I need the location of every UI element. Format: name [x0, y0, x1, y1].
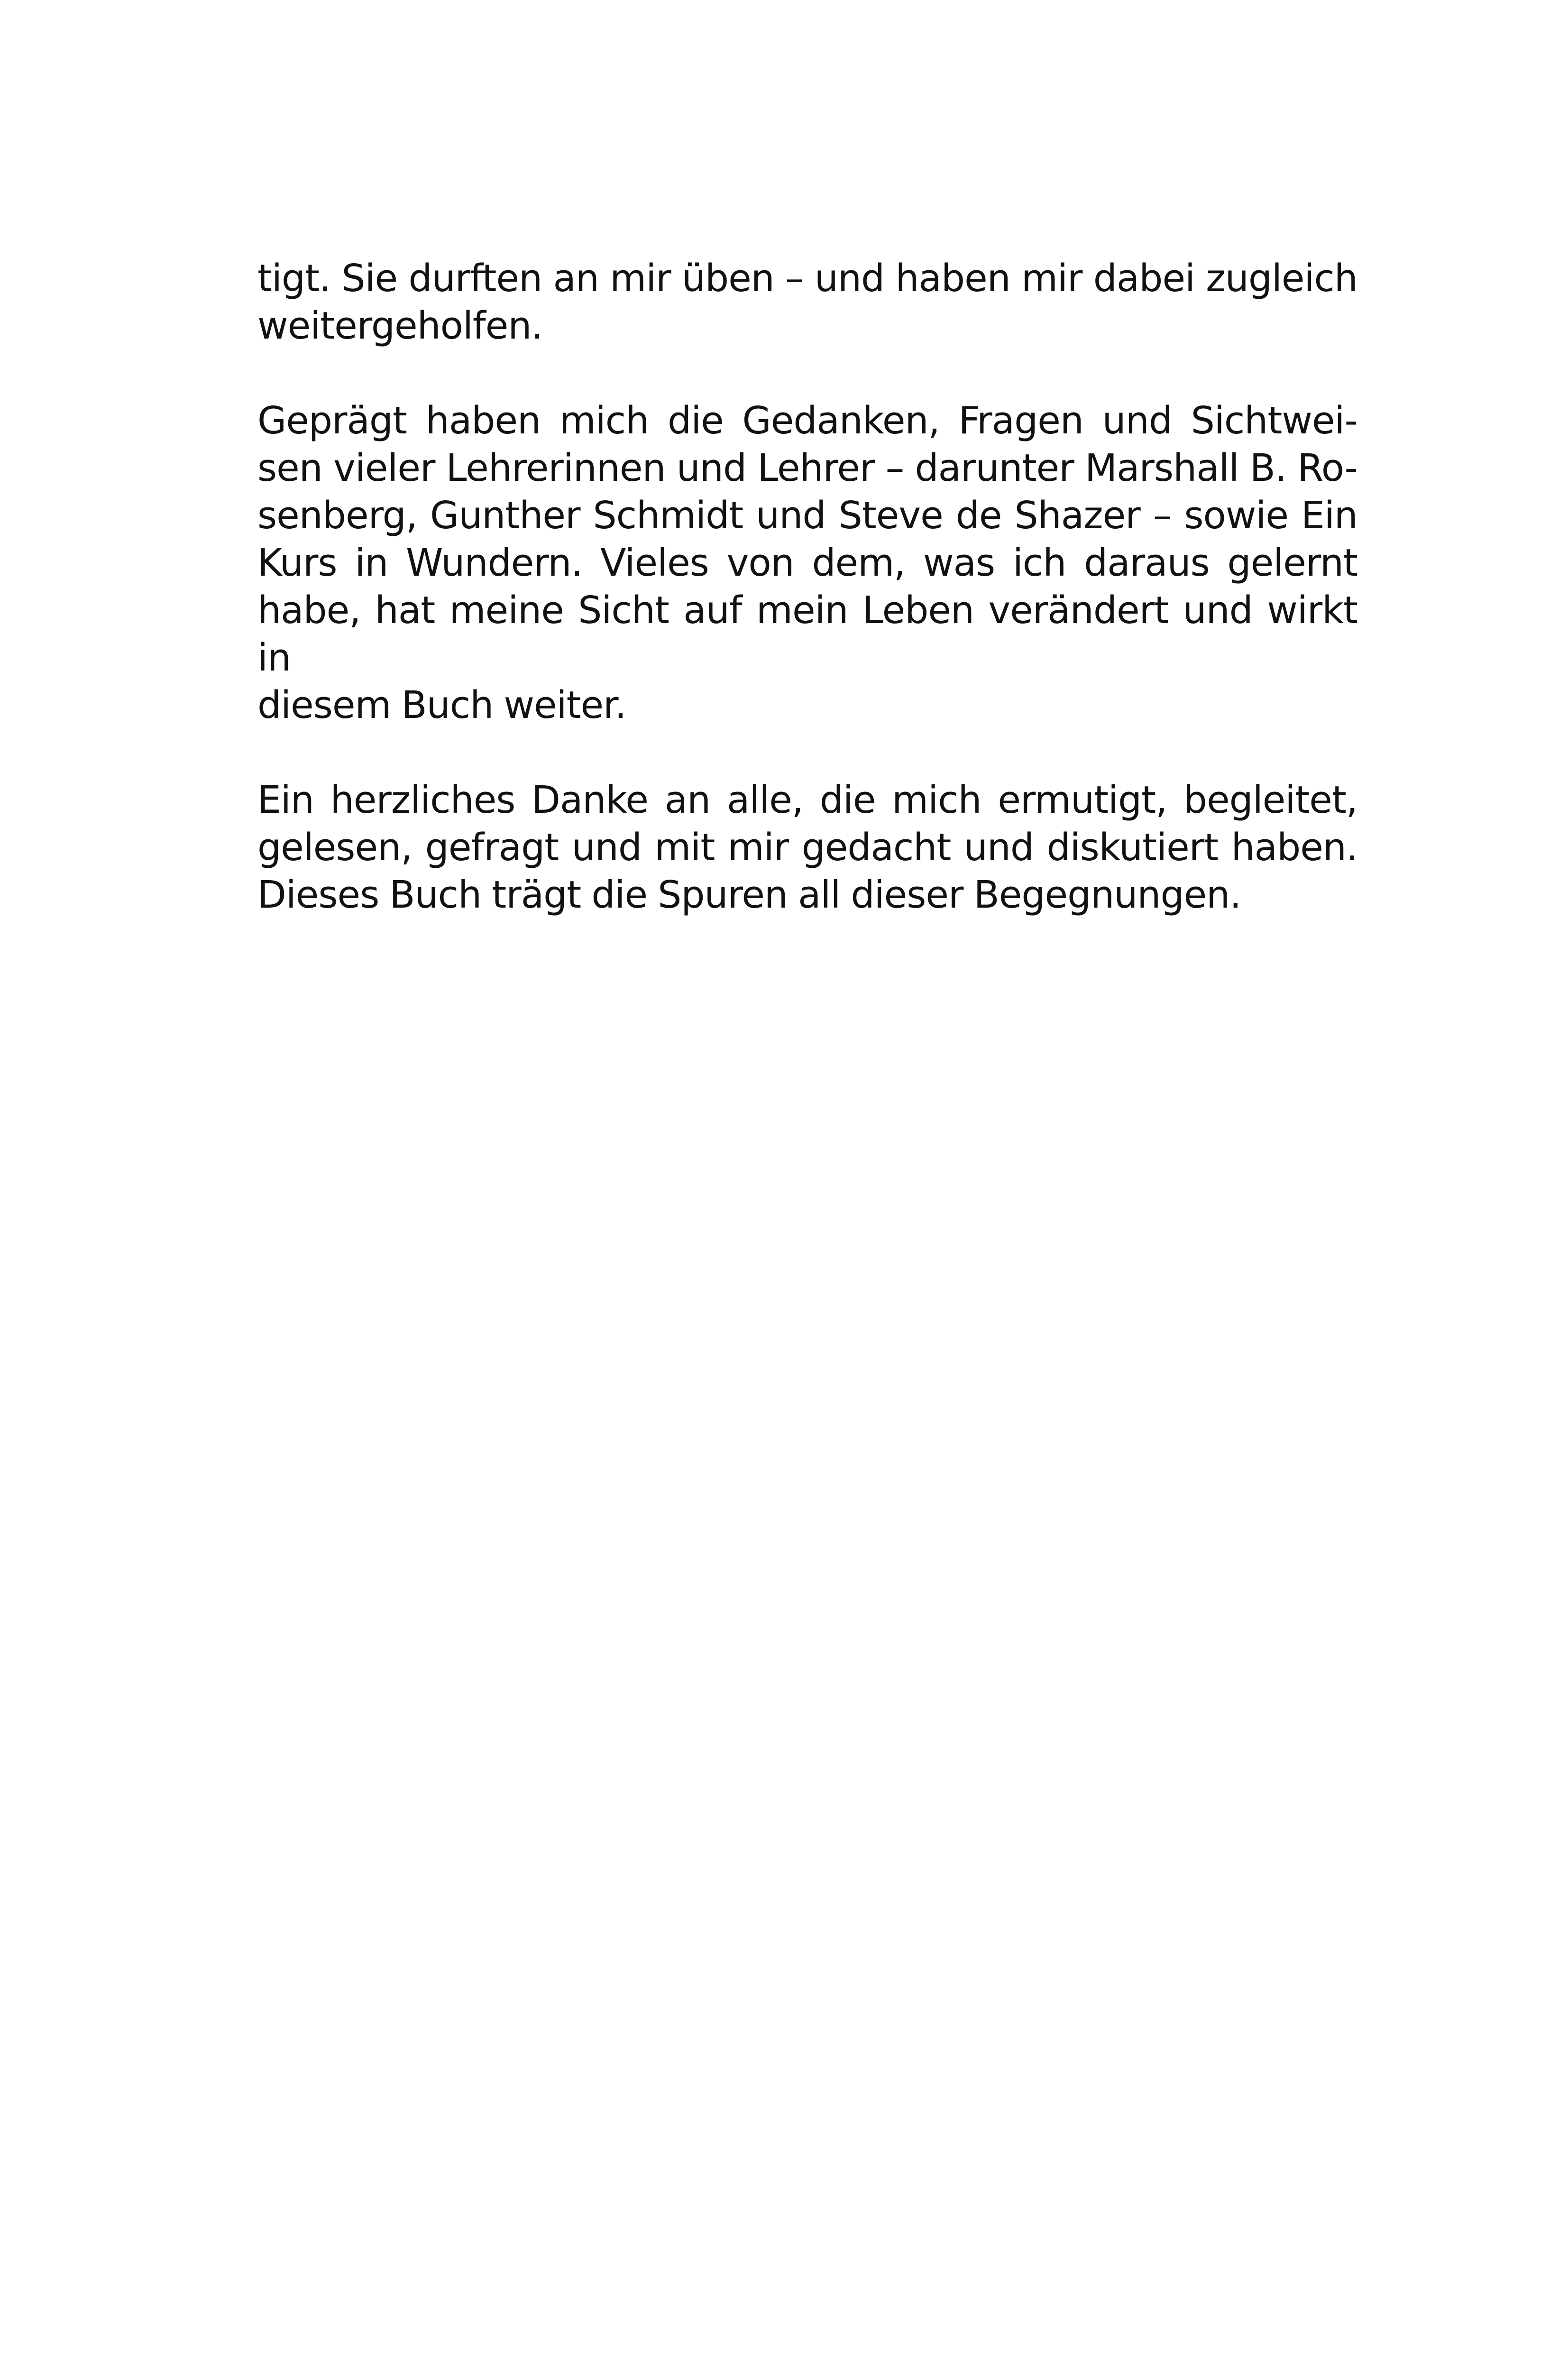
paragraph-1 [257, 255, 1357, 349]
text-line: Kurs in Wundern. Vieles von dem, was ich daraus gelernt [257, 541, 1357, 585]
paragraph-2 [257, 397, 1357, 729]
text-line: Ein herzliches Danke an alle, die mich ermutigt, begleitet, [257, 778, 1357, 822]
text-line: tigt. Sie durften an mir üben – und haben mir dabei zugleich [257, 257, 1357, 300]
text-line: Dieses Buch trägt die Spuren all dieser Begegnungen. [257, 873, 1241, 917]
text-line: weitergeholfen. [257, 304, 543, 348]
text-line: senberg, Gunther Schmidt und Steve de Shazer – sowie Ein [257, 494, 1357, 537]
text-line: Geprägt haben mich die Gedanken, Fragen und Sichtwei- [257, 399, 1357, 442]
text-line: sen vieler Lehrerinnen und Lehrer – darunter Marshall B. Ro- [257, 446, 1357, 490]
body-text [257, 255, 1357, 919]
text-line: gelesen, gefragt und mit mir gedacht und diskutiert haben. [257, 826, 1357, 869]
text-line: diesem Buch weiter. [257, 683, 626, 727]
text-line: habe, hat meine Sicht auf mein Leben verändert und wirkt in [257, 588, 1357, 680]
paragraph-3 [257, 776, 1357, 919]
